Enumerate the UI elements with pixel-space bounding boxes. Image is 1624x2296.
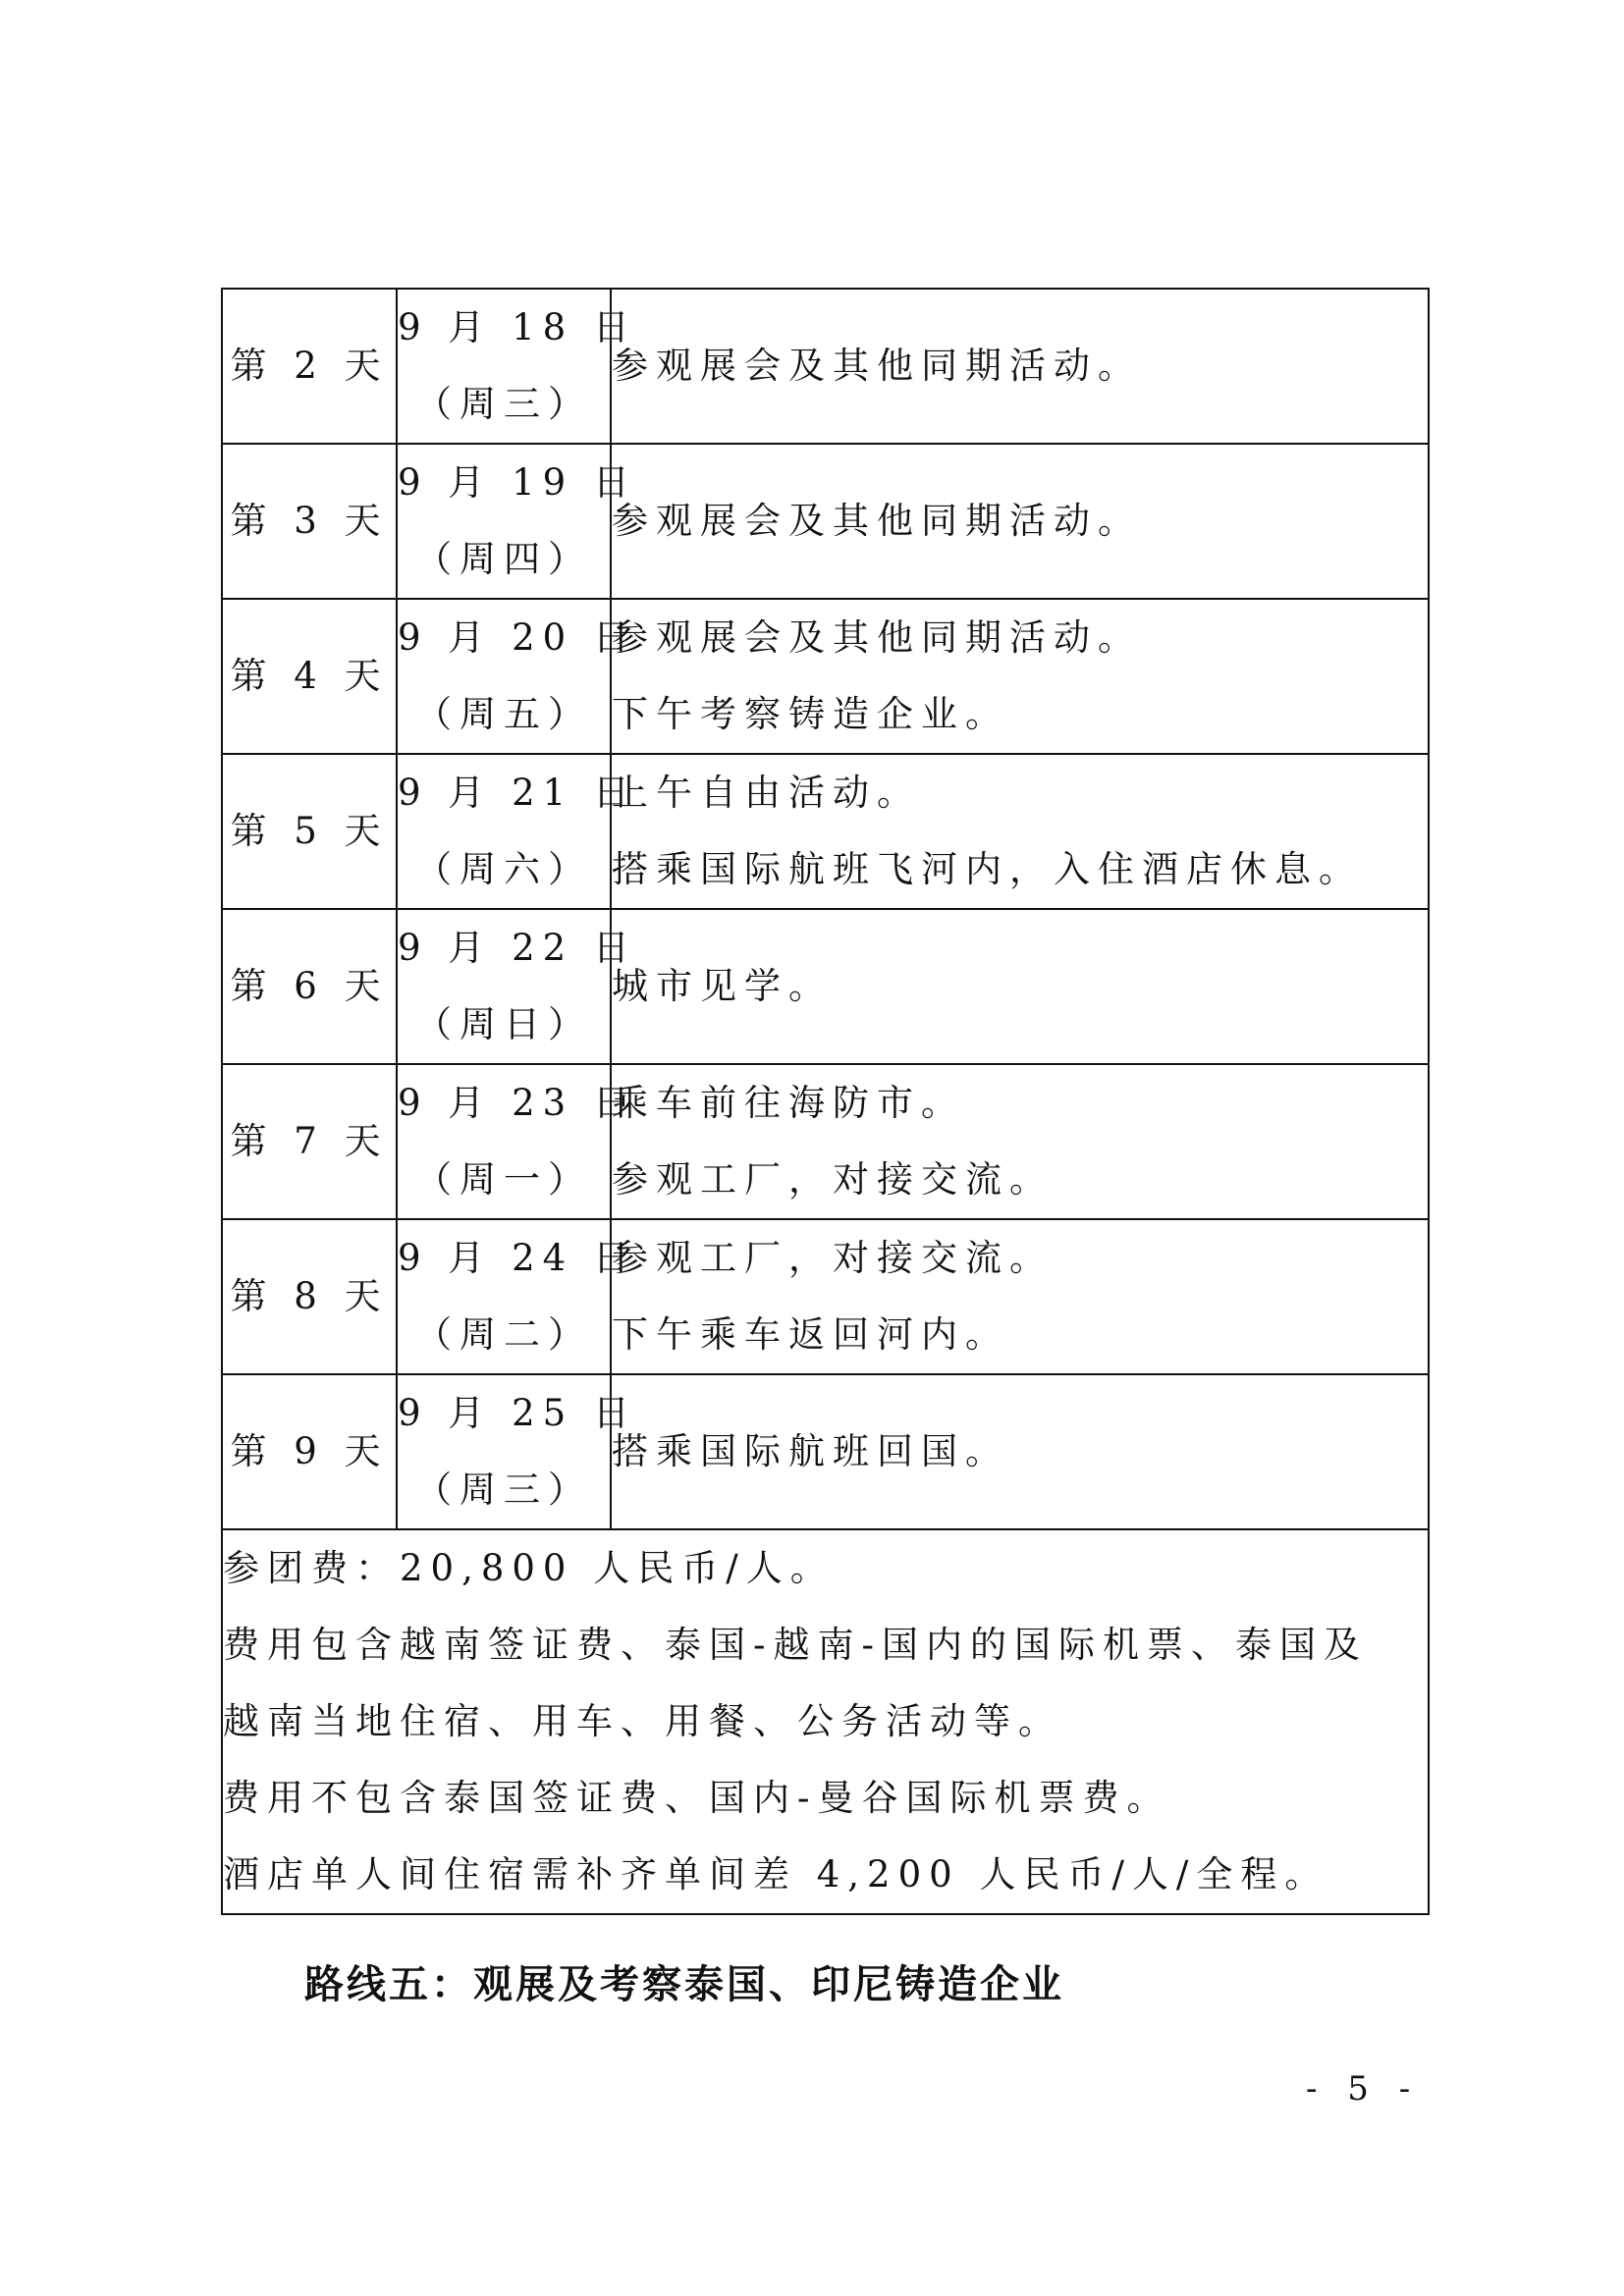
date-cell xyxy=(397,1219,637,1374)
date-text: 9 月 23 日 xyxy=(398,1082,637,1124)
day-cell: 第 4 天 xyxy=(222,599,397,754)
weekday-text: （周日） xyxy=(415,1003,592,1045)
activity-line: 乘车前往海防市。 xyxy=(612,1082,965,1124)
fee-line: 参团费：20,800 人民币/人。 xyxy=(223,1547,835,1589)
page-number: - 5 - xyxy=(1306,2069,1421,2109)
date-cell xyxy=(397,444,637,599)
activity-cell xyxy=(611,599,1429,754)
weekday-text: （周六） xyxy=(415,848,592,890)
fee-line: 费用不包含泰国签证费、国内-曼谷国际机票费。 xyxy=(223,1777,1171,1819)
activity-line: 搭乘国际航班回国。 xyxy=(612,1430,1009,1472)
date-cell xyxy=(397,1064,637,1219)
day-cell: 第 7 天 xyxy=(222,1064,397,1219)
activity-line: 搭乘国际航班飞河内，入住酒店休息。 xyxy=(612,848,1363,890)
date-text: 9 月 22 日 xyxy=(398,927,637,969)
activity-line: 参观工厂，对接交流。 xyxy=(612,1158,1054,1201)
date-cell xyxy=(397,909,637,1064)
day-cell: 第 3 天 xyxy=(222,444,397,599)
day-cell: 第 5 天 xyxy=(222,754,397,909)
activity-cell xyxy=(611,754,1429,909)
table-row xyxy=(222,444,1429,599)
activity-cell xyxy=(611,444,1429,599)
date-text: 9 月 21 日 xyxy=(398,772,637,814)
activity-line: 上午自由活动。 xyxy=(612,772,921,814)
weekday-text: （周五） xyxy=(415,693,592,735)
activity-line: 下午乘车返回河内。 xyxy=(612,1313,1009,1356)
fee-line: 酒店单人间住宿需补齐单间差 4,200 人民币/人/全程。 xyxy=(223,1853,1329,1896)
table-row xyxy=(222,1374,1429,1529)
fee-line: 费用包含越南签证费、泰国-越南-国内的国际机票、泰国及 xyxy=(223,1624,1369,1666)
date-text: 9 月 20 日 xyxy=(398,616,637,659)
fee-cell xyxy=(222,1529,1429,1914)
date-text: 9 月 25 日 xyxy=(398,1392,637,1434)
activity-cell xyxy=(611,1374,1429,1529)
route-heading: 路线五：观展及考察泰国、印尼铸造企业 xyxy=(304,1962,1064,2007)
table-row xyxy=(222,289,1429,444)
date-cell xyxy=(397,599,637,754)
day-cell: 第 6 天 xyxy=(222,909,397,1064)
weekday-text: （周三） xyxy=(415,1468,592,1511)
activity-line: 参观展会及其他同期活动。 xyxy=(612,616,1142,659)
date-cell xyxy=(397,1374,637,1529)
table-row xyxy=(222,599,1429,754)
day-cell: 第 9 天 xyxy=(222,1374,397,1529)
activity-cell xyxy=(611,1064,1429,1219)
weekday-text: （周三） xyxy=(415,383,592,425)
date-cell xyxy=(397,289,637,444)
activity-line: 参观展会及其他同期活动。 xyxy=(612,345,1142,387)
fee-row xyxy=(222,1529,1429,1914)
activity-cell xyxy=(611,1219,1429,1374)
weekday-text: （周一） xyxy=(415,1158,592,1201)
date-text: 9 月 19 日 xyxy=(398,461,637,504)
day-cell: 第 2 天 xyxy=(222,289,397,444)
weekday-text: （周二） xyxy=(415,1313,592,1356)
date-cell xyxy=(397,754,637,909)
table-row xyxy=(222,1219,1429,1374)
table-row xyxy=(222,1064,1429,1219)
activity-line: 下午考察铸造企业。 xyxy=(612,693,1009,735)
itinerary-table xyxy=(221,288,1430,1915)
weekday-text: （周四） xyxy=(415,538,592,580)
fee-line: 越南当地住宿、用车、用餐、公务活动等。 xyxy=(223,1700,1062,1742)
activity-line: 参观展会及其他同期活动。 xyxy=(612,500,1142,542)
table-row xyxy=(222,909,1429,1064)
itinerary-body xyxy=(222,289,1429,1914)
day-cell: 第 8 天 xyxy=(222,1219,397,1374)
date-text: 9 月 24 日 xyxy=(398,1237,637,1279)
table-row xyxy=(222,754,1429,909)
activity-cell xyxy=(611,909,1429,1064)
activity-line: 参观工厂，对接交流。 xyxy=(612,1237,1054,1279)
activity-cell xyxy=(611,289,1429,444)
date-text: 9 月 18 日 xyxy=(398,306,637,348)
activity-line: 城市见学。 xyxy=(612,965,833,1007)
